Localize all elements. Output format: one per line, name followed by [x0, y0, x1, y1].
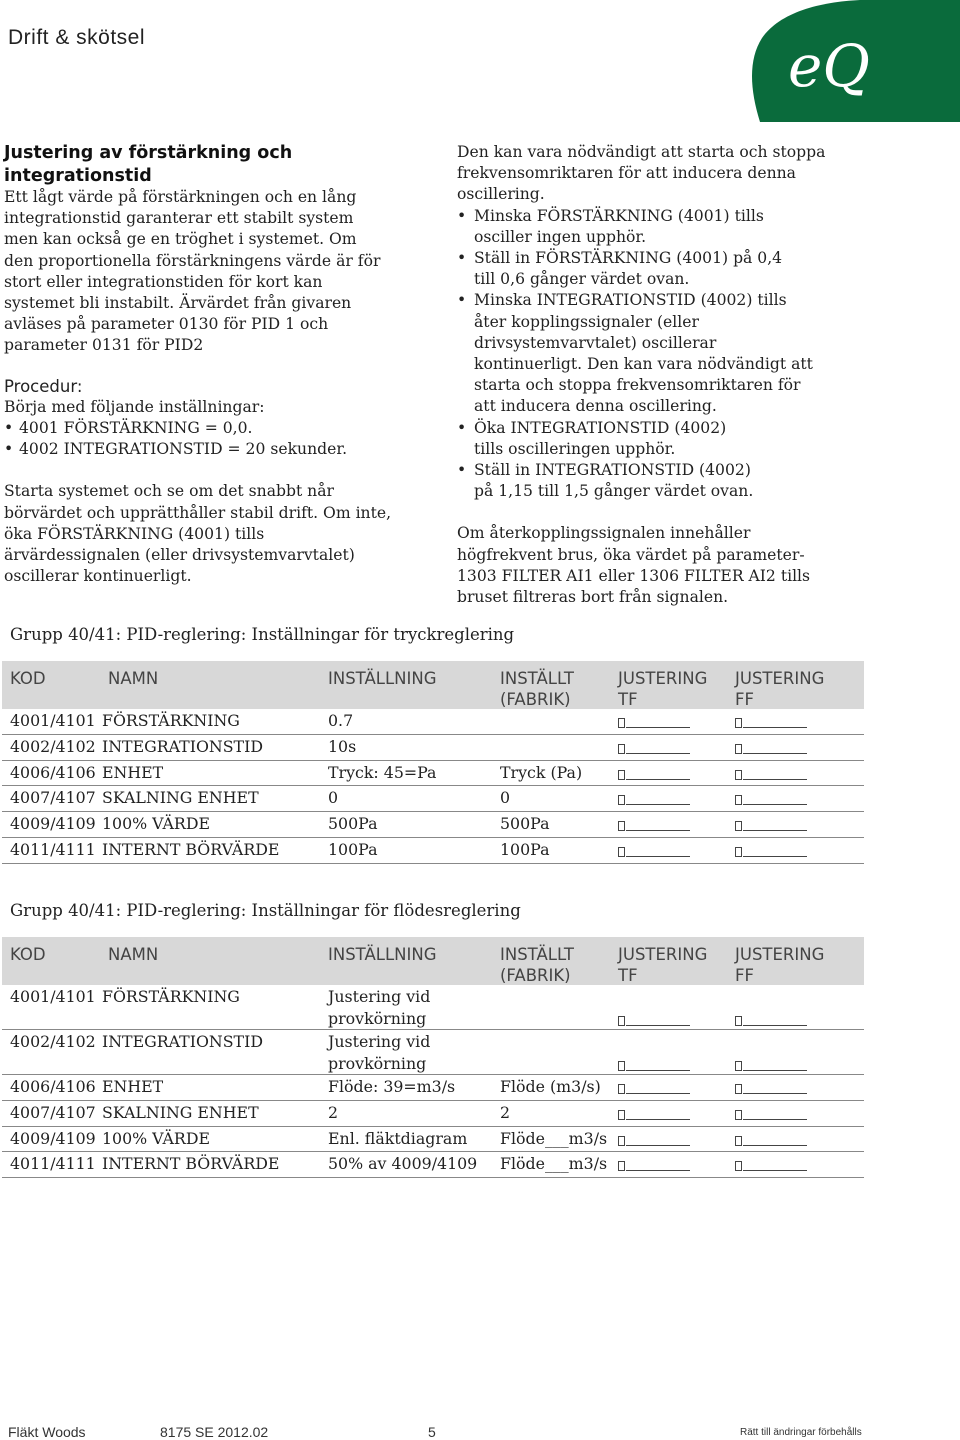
cell-installning: 100Pa [328, 839, 378, 859]
justering-ff-line[interactable] [743, 727, 807, 728]
text-line: att inducera denna oscillering. [474, 397, 717, 416]
header-justtf: JUSTERING TF [618, 945, 708, 985]
list-item [457, 290, 877, 417]
table-title: Grupp 40/41: PID-reglering: Inställningar för flödesreglering [10, 901, 521, 920]
text-line: ärvärdessignalen (eller drivsystemvarvtalet) [4, 546, 355, 565]
text-line: Om återkopplingssignalen innehåller [457, 524, 751, 543]
table-row [2, 786, 864, 812]
text-line: Den kan vara nödvändigt att starta och stoppa [457, 143, 826, 161]
cell-kod: 4009/4109 [10, 814, 96, 834]
justering-ff-checkbox[interactable] [735, 821, 742, 831]
justering-tf-line[interactable] [626, 856, 690, 857]
cell-installning: Justering vid provkörning [328, 987, 431, 1028]
text-line: högfrekvent brus, öka värdet på parameter- [457, 545, 805, 564]
header-justff: JUSTERING FF [735, 669, 825, 709]
justering-ff-checkbox[interactable] [735, 1061, 742, 1071]
cell-namn: FÖRSTÄRKNING [102, 711, 240, 730]
table-row [2, 1127, 864, 1153]
justering-tf-checkbox[interactable] [618, 1161, 625, 1171]
text-line: systemet bli instabilt. Ärvärdet från givaren [4, 294, 352, 313]
justering-ff-checkbox[interactable] [735, 1136, 742, 1146]
table-row [2, 1030, 864, 1075]
step-list [457, 206, 877, 503]
cell-kod: 4001/4101 [10, 987, 96, 1006]
table-row [2, 812, 864, 838]
text-line: bruset filtreras bort från signalen. [457, 588, 729, 607]
text-line: avläses på parameter 0130 för PID 1 och [4, 315, 329, 334]
cell-fabrik: Tryck (Pa) [500, 762, 583, 782]
table-row [2, 735, 864, 761]
cell-namn: INTEGRATIONSTID [102, 1032, 263, 1051]
justering-tf-checkbox[interactable] [618, 770, 625, 780]
justering-tf-checkbox[interactable] [618, 1016, 625, 1026]
cell-fabrik: Flöde___m3/s [500, 1154, 608, 1174]
justering-ff-checkbox[interactable] [735, 847, 742, 857]
text-line: Starta systemet och se om det snabbt når [4, 482, 334, 501]
cell-kod: 4009/4109 [10, 1128, 96, 1148]
header-installning: INSTÄLLNING [328, 669, 437, 688]
cell-kod: 4007/4107 [10, 1102, 96, 1122]
justering-ff-checkbox[interactable] [735, 1110, 742, 1120]
justering-tf-line[interactable] [626, 830, 690, 831]
text-line: på 1,15 till 1,5 gånger värdet ovan. [474, 482, 754, 501]
text-line: • Ställ in FÖRSTÄRKNING (4001) på 0,4 [474, 249, 783, 268]
cell-kod: 4011/4111 [10, 1154, 96, 1174]
cell-installning: Tryck: 45=Pa [328, 762, 437, 782]
cell-kod: 4006/4106 [10, 762, 96, 782]
header-namn: NAMN [108, 945, 159, 964]
text-line: drivsystemvarvtalet) oscillerar [474, 333, 717, 352]
header-kod: KOD [10, 669, 46, 688]
cell-installning: 500Pa [328, 814, 378, 834]
procedure-heading: Procedur: [4, 376, 83, 396]
cell-kod: 4002/4102 [10, 1032, 96, 1051]
text-line: Ett lågt värde på förstärkningen och en lång [4, 188, 357, 206]
justering-ff-line[interactable] [743, 1025, 807, 1026]
header-justff: JUSTERING FF [735, 945, 825, 985]
text-line: integrationstid garanterar ett stabilt system [4, 209, 354, 228]
cell-namn: ENHET [102, 762, 164, 782]
cell-installning: 2 [328, 1102, 339, 1122]
list-item [457, 206, 877, 248]
text-line: stort eller integrationstiden för kort kan [4, 272, 323, 291]
footer-page: 5 [428, 1424, 436, 1440]
text-line: starta och stoppa frekvensomriktaren för [474, 376, 801, 395]
justering-tf-line[interactable] [626, 1070, 690, 1071]
left-column [4, 142, 434, 587]
cell-installning: Justering vid provkörning [328, 1032, 431, 1073]
justering-tf-line[interactable] [626, 727, 690, 728]
justering-ff-checkbox[interactable] [735, 770, 742, 780]
cell-namn: SKALNING ENHET [102, 1102, 259, 1122]
right-column [457, 142, 877, 608]
text-line: frekvensomriktaren för att inducera denna [457, 164, 796, 183]
text-line: oscillerar kontinuerligt. [4, 567, 192, 586]
table-row [2, 709, 864, 735]
procedure-list [4, 418, 434, 460]
text-line: parameter 0131 för PID2 [4, 336, 204, 355]
footer-company: Fläkt Woods [8, 1424, 86, 1440]
cell-namn: 100% VÄRDE [102, 814, 211, 834]
section-title: Drift & skötsel [8, 26, 146, 49]
list-item [457, 460, 877, 502]
justering-tf-checkbox[interactable] [618, 1084, 625, 1094]
cell-installning: 0 [328, 788, 339, 808]
justering-tf-line[interactable] [626, 753, 690, 754]
text-line: men kan också ge en tröghet i systemet. Om [4, 230, 357, 249]
justering-tf-checkbox[interactable] [618, 1136, 625, 1146]
header-justtf: JUSTERING TF [618, 669, 708, 709]
cell-kod: 4001/4101 [10, 711, 96, 730]
text-line: 1303 FILTER AI1 eller 1306 FILTER AI2 tills [457, 566, 811, 585]
cell-installning: Flöde: 39=m3/s [328, 1077, 456, 1096]
justering-ff-line[interactable] [743, 804, 807, 805]
cell-namn: FÖRSTÄRKNING [102, 987, 240, 1006]
cell-fabrik: 100Pa [500, 839, 550, 859]
parameter-table [2, 937, 864, 1178]
intro-paragraph [457, 142, 877, 206]
header-namn: NAMN [108, 669, 159, 688]
after-paragraph [4, 481, 434, 587]
parameter-table [2, 661, 864, 864]
footer-rights: Rätt till ändringar förbehålls [740, 1427, 862, 1438]
list-item [457, 418, 877, 460]
text-line: • Minska INTEGRATIONSTID (4002) tills [474, 291, 787, 310]
justering-ff-line[interactable] [743, 779, 807, 780]
cell-fabrik: 2 [500, 1102, 511, 1122]
justering-ff-checkbox[interactable] [735, 1161, 742, 1171]
eq-logo [740, 0, 960, 122]
justering-tf-line[interactable] [626, 779, 690, 780]
justering-tf-checkbox[interactable] [618, 718, 625, 728]
cell-installning: 10s [328, 736, 357, 756]
text-line: till 0,6 gånger värdet ovan. [474, 270, 690, 289]
cell-namn: INTERNT BÖRVÄRDE [102, 839, 280, 859]
text-line: kontinuerligt. Den kan vara nödvändigt att [474, 355, 813, 374]
cell-fabrik: 500Pa [500, 814, 550, 834]
cell-fabrik: Flöde___m3/s [500, 1128, 608, 1148]
justering-ff-checkbox[interactable] [735, 744, 742, 754]
outro-paragraph [457, 523, 877, 608]
text-line: • Öka INTEGRATIONSTID (4002) [474, 418, 727, 437]
table-row [2, 838, 864, 864]
cell-namn: ENHET [102, 1077, 164, 1096]
justering-ff-line[interactable] [743, 753, 807, 754]
justering-tf-checkbox[interactable] [618, 1110, 625, 1120]
section-heading: Justering av förstärkning och integrationstid [4, 143, 293, 186]
footer-doc: 8175 SE 2012.02 [160, 1424, 269, 1440]
justering-tf-line[interactable] [626, 1119, 690, 1120]
justering-ff-line[interactable] [743, 830, 807, 831]
table-row [2, 1075, 864, 1101]
cell-installning: 0.7 [328, 711, 354, 730]
cell-kod: 4002/4102 [10, 736, 96, 756]
cell-fabrik: 0 [500, 788, 511, 808]
text-line: tills oscilleringen upphör. [474, 439, 676, 458]
cell-namn: INTERNT BÖRVÄRDE [102, 1154, 280, 1174]
table-row [2, 1152, 864, 1178]
justering-tf-line[interactable] [626, 1025, 690, 1026]
table-row [2, 761, 864, 787]
justering-ff-checkbox[interactable] [735, 1084, 742, 1094]
justering-tf-checkbox[interactable] [618, 847, 625, 857]
text-line: • Ställ in INTEGRATIONSTID (4002) [474, 461, 751, 480]
table-row [2, 1101, 864, 1127]
header-installt: INSTÄLLT (FABRIK) [500, 669, 574, 709]
cell-kod: 4006/4106 [10, 1077, 96, 1096]
intro-paragraph [4, 187, 434, 357]
justering-ff-line[interactable] [743, 1070, 807, 1071]
justering-tf-checkbox[interactable] [618, 795, 625, 805]
cell-namn: INTEGRATIONSTID [102, 736, 263, 756]
svg-text:eQ: eQ [788, 32, 870, 100]
table-header [2, 937, 864, 985]
justering-tf-checkbox[interactable] [618, 1061, 625, 1071]
list-item: • 4002 INTEGRATIONSTID = 20 sekunder. [4, 439, 434, 460]
justering-ff-line[interactable] [743, 1145, 807, 1146]
justering-ff-checkbox[interactable] [735, 795, 742, 805]
justering-tf-line[interactable] [626, 1170, 690, 1171]
cell-fabrik: Flöde (m3/s) [500, 1077, 601, 1096]
list-item [457, 248, 877, 290]
justering-tf-line[interactable] [626, 804, 690, 805]
cell-namn: 100% VÄRDE [102, 1128, 211, 1148]
table-header [2, 661, 864, 709]
text-line: osciller ingen upphör. [474, 227, 647, 246]
justering-ff-line[interactable] [743, 1119, 807, 1120]
justering-tf-checkbox[interactable] [618, 744, 625, 754]
procedure-intro: Börja med följande inställningar: [4, 397, 265, 416]
cell-installning: 50% av 4009/4109 [328, 1154, 478, 1174]
text-line: • Minska FÖRSTÄRKNING (4001) tills [474, 206, 764, 225]
justering-tf-checkbox[interactable] [618, 821, 625, 831]
justering-tf-line[interactable] [626, 1093, 690, 1094]
cell-installning: Enl. fläktdiagram [328, 1128, 468, 1148]
text-line: åter kopplingssignaler (eller [474, 312, 699, 331]
cell-namn: SKALNING ENHET [102, 788, 259, 808]
header-kod: KOD [10, 945, 46, 964]
justering-tf-line[interactable] [626, 1145, 690, 1146]
header-installt: INSTÄLLT (FABRIK) [500, 945, 574, 985]
header-installning: INSTÄLLNING [328, 945, 437, 964]
justering-ff-line[interactable] [743, 1170, 807, 1171]
justering-ff-checkbox[interactable] [735, 718, 742, 728]
text-line: börvärdet och upprätthåller stabil drift. Om inte, [4, 503, 392, 522]
justering-ff-checkbox[interactable] [735, 1016, 742, 1026]
list-item: • 4001 FÖRSTÄRKNING = 0,0. [4, 418, 434, 439]
text-line: den proportionella förstärkningens värde är för [4, 251, 381, 270]
table-row [2, 985, 864, 1030]
cell-kod: 4011/4111 [10, 839, 96, 859]
justering-ff-line[interactable] [743, 1093, 807, 1094]
text-line: öka FÖRSTÄRKNING (4001) tills [4, 524, 265, 543]
text-line: oscillering. [457, 185, 545, 204]
table-title: Grupp 40/41: PID-reglering: Inställningar för tryckreglering [10, 625, 515, 644]
cell-kod: 4007/4107 [10, 788, 96, 808]
justering-ff-line[interactable] [743, 856, 807, 857]
